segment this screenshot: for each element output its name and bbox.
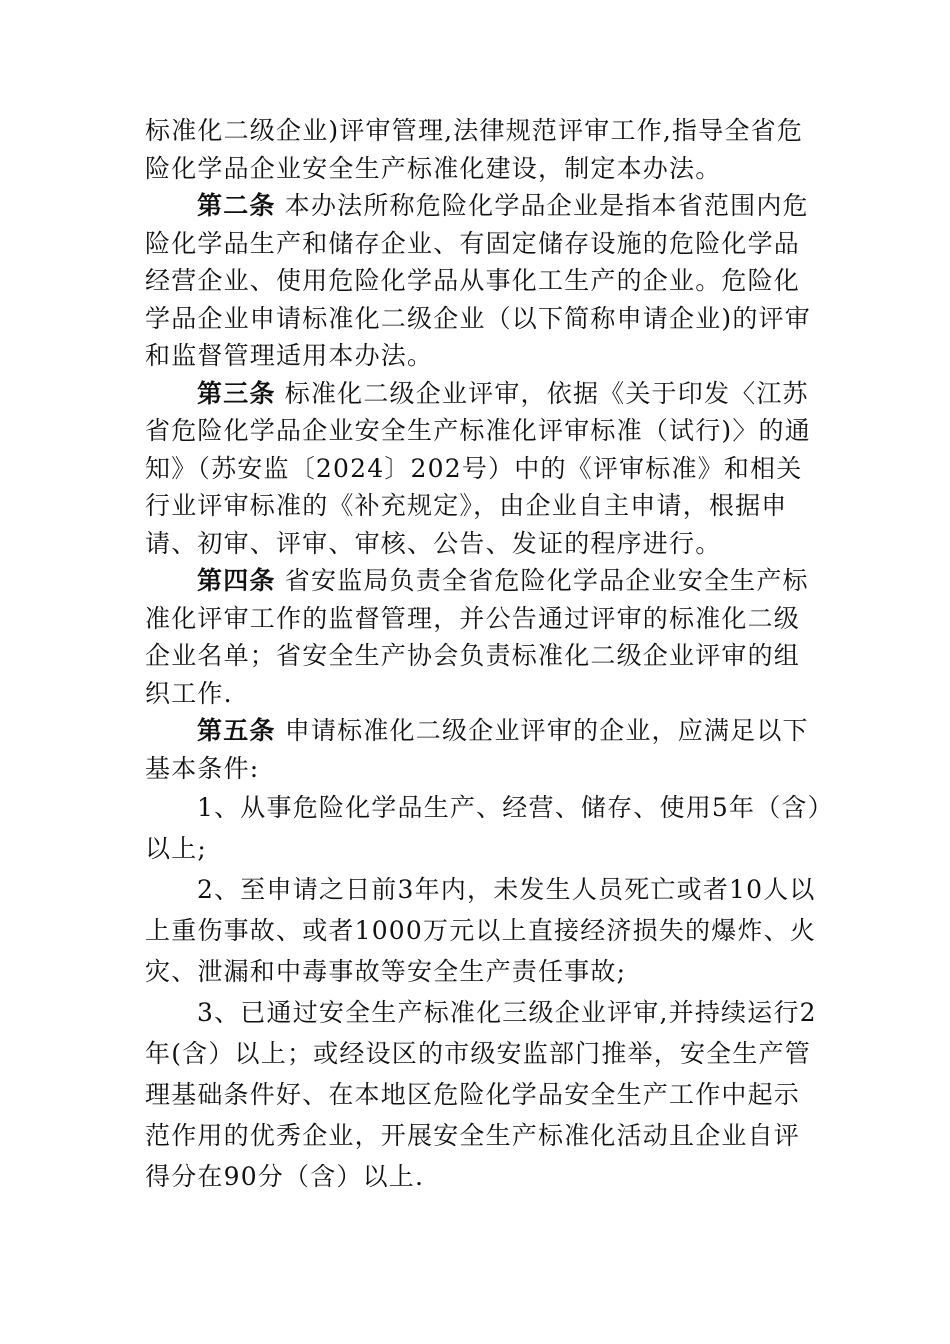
article-3 <box>145 375 825 563</box>
article-4 <box>145 562 825 712</box>
document-body <box>145 112 825 1197</box>
list-item: 2、至申请之日前3年内，未发生人员死亡或者10人以上重伤事故、或者1000万元以上直接经济损失的爆炸、火灾、泄漏和中毒事故等安全生产责任事故; <box>145 875 817 986</box>
article-3-text: 标准化二级企业评审，依据《关于印发〈江苏省危险化学品企业安全生产标准化评审标准（试行)〉的通知》（苏安监〔2024〕202号）中的《评审标准》和相关行业评审标准的《补充规定》，由企业自主申请，根据申请、初审、评审、审核、公告、发证的程序进行。 <box>145 378 811 558</box>
article-2-heading: 第二条 <box>197 191 276 220</box>
intro-paragraph: 标准化二级企业)评审管理,法律规范评审工作,指导全省危险化学品企业安全生产标准化建设，制定本办法。 <box>145 116 804 183</box>
list-item: 3、已通过安全生产标准化三级企业评审,并持续运行2年(含）以上；或经设区的市级安监部门推举，安全生产管理基础条件好、在本地区危险化学品安全生产工作中起示范作用的优秀企业，开展安全生产标准化活动且企业自评得分在90分（含）以上. <box>145 998 817 1191</box>
conditions-list <box>145 787 825 1197</box>
article-5-text: 申请标准化二级企业评审的企业，应满足以下基本条件: <box>145 716 809 783</box>
article-5-heading: 第五条 <box>197 716 276 745</box>
article-5 <box>145 712 825 787</box>
list-item: 1、从事危险化学品生产、经营、储存、使用5年（含）以上; <box>145 793 822 863</box>
article-4-heading: 第四条 <box>197 566 276 595</box>
article-2 <box>145 187 825 375</box>
article-3-heading: 第三条 <box>197 378 276 408</box>
article-2-text: 本办法所称危险化学品企业是指本省范围内危险化学品生产和储存企业、有固定储存设施的危险化学品经营企业、使用危险化学品从事化工生产的企业。危险化学品企业申请标准化二级企业（以下简称申请企业)的评审和监督管理适用本办法。 <box>145 191 811 370</box>
article-4-text: 省安监局负责全省危险化学品企业安全生产标准化评审工作的监督管理，并公告通过评审的标准化二级企业名单；省安全生产协会负责标准化二级企业评审的组织工作. <box>145 566 809 708</box>
